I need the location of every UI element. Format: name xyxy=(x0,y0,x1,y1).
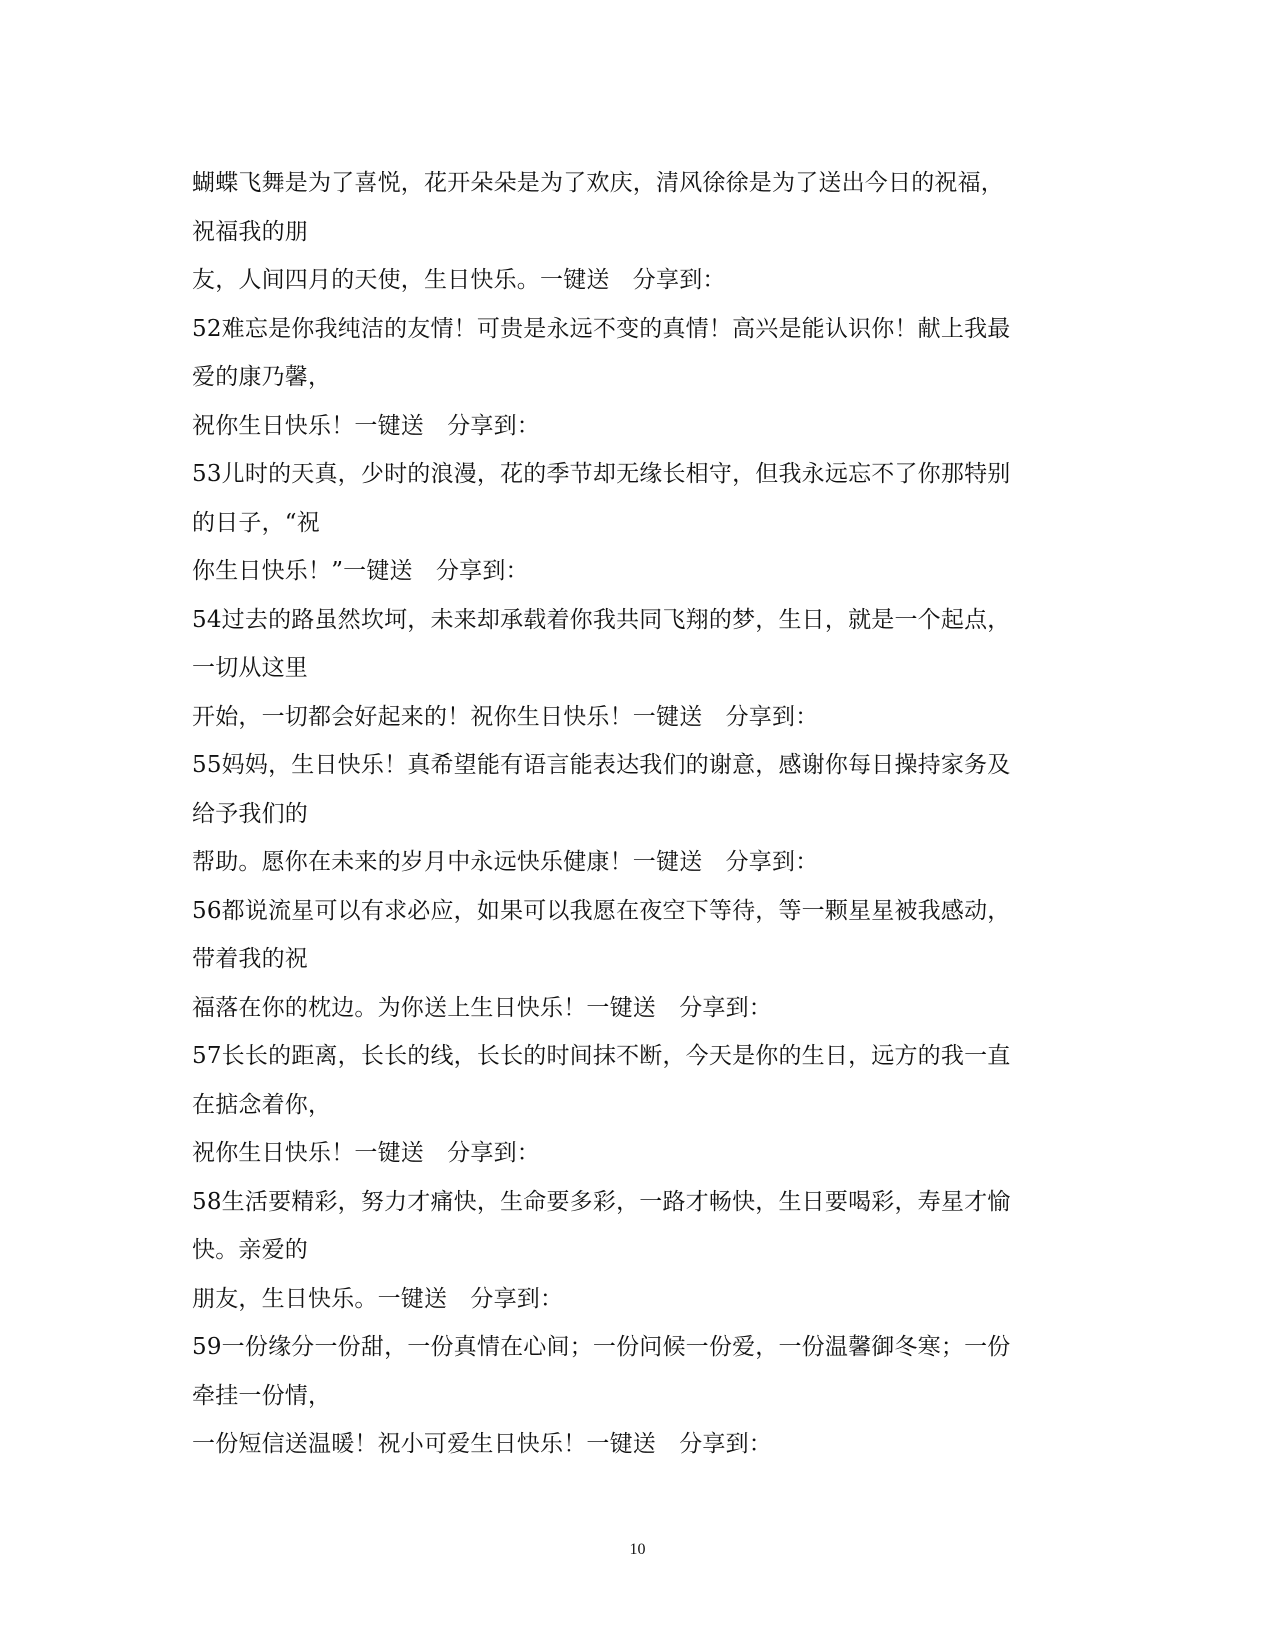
text-line: 55妈妈，生日快乐！真希望能有语言能表达我们的谢意，感谢你每日操持家务及 xyxy=(192,752,1011,778)
text-line: 爱的康乃馨， xyxy=(192,364,332,390)
text-line: 友，人间四月的天使，生日快乐。一键送 分享到： xyxy=(192,267,726,293)
text-line: 56都说流星可以有求必应，如果可以我愿在夜空下等待，等一颗星星被我感动， xyxy=(192,897,1011,924)
text-line: 在掂念着你， xyxy=(192,1091,332,1118)
text-line: 53儿时的天真，少时的浪漫，花的季节却无缘长相守，但我永远忘不了你那特别 xyxy=(192,461,1011,487)
text-line: 福落在你的枕边。为你送上生日快乐！一键送 分享到： xyxy=(192,994,772,1021)
text-line: 帮助。愿你在未来的岁月中永远快乐健康！一键送 分享到： xyxy=(192,849,819,875)
text-line: 祝你生日快乐！一键送 分享到： xyxy=(192,1140,540,1166)
text-line: 给予我们的 xyxy=(192,800,308,827)
page-number: 10 xyxy=(629,1541,646,1558)
text-line: 的日子，“祝 xyxy=(192,509,320,536)
text-line: 快。亲爱的 xyxy=(192,1237,308,1263)
text-line: 你生日快乐！”一键送 分享到： xyxy=(192,558,529,584)
body-text xyxy=(192,159,1072,1469)
text-line: 58生活要精彩，努力才痛快，生命要多彩，一路才畅快，生日要喝彩，寿星才愉 xyxy=(192,1188,1011,1215)
text-line: 带着我的祝 xyxy=(192,946,308,972)
text-line: 牵挂一份情， xyxy=(192,1382,332,1409)
text-line: 54过去的路虽然坎坷，未来却承载着你我共同飞翔的梦，生日，就是一个起点， xyxy=(192,606,1011,633)
text-line: 祝你生日快乐！一键送 分享到： xyxy=(192,412,540,439)
text-line: 蝴蝶飞舞是为了喜悦，花开朵朵是为了欢庆，清风徐徐是为了送出今日的祝福， xyxy=(192,170,1004,196)
text-line: 朋友，生日快乐。一键送 分享到： xyxy=(192,1285,564,1312)
text-line: 59一份缘分一份甜，一份真情在心间；一份问候一份爱，一份温馨御冬寒；一份 xyxy=(192,1334,1011,1360)
text-line: 一份短信送温暖！祝小可爱生日快乐！一键送 分享到： xyxy=(192,1431,772,1457)
text-line: 祝福我的朋 xyxy=(192,218,308,245)
text-line: 开始，一切都会好起来的！祝你生日快乐！一键送 分享到： xyxy=(192,703,819,730)
text-line: 52难忘是你我纯洁的友情！可贵是永远不变的真情！高兴是能认识你！献上我最 xyxy=(192,315,1011,342)
text-line: 57长长的距离，长长的线，长长的时间抹不断，今天是你的生日，远方的我一直 xyxy=(192,1043,1011,1069)
text-line: 一切从这里 xyxy=(192,655,308,681)
